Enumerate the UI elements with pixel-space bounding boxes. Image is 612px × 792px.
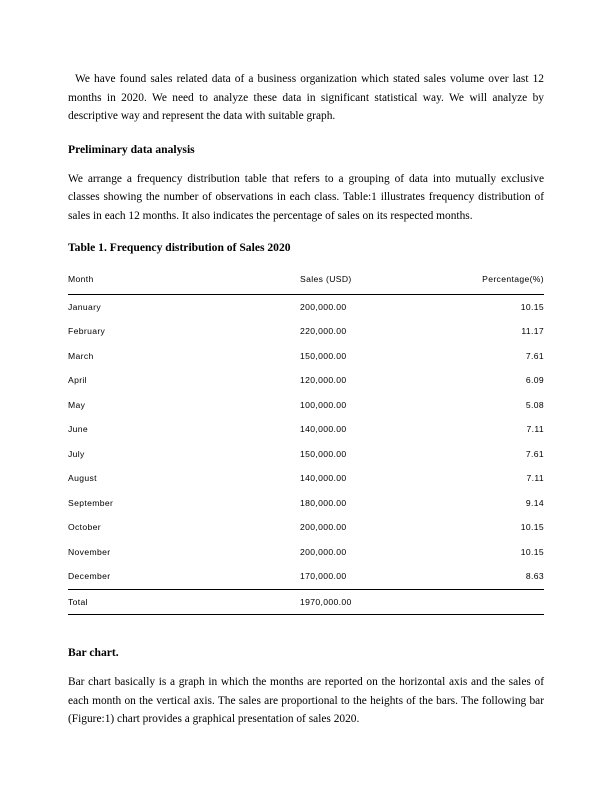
table-total-row: [68, 589, 544, 615]
cell-percentage: 7.61: [525, 448, 544, 459]
table-row: [68, 417, 544, 442]
cell-percentage: 7.11: [526, 424, 544, 435]
bar-chart-heading: Bar chart.: [68, 646, 119, 660]
table-row: [68, 466, 544, 491]
cell-percentage: 10.15: [520, 546, 544, 557]
cell-sales: 100,000.00: [300, 399, 347, 410]
column-header-month: Month: [68, 274, 94, 285]
cell-month: June: [68, 424, 89, 435]
cell-month: February: [68, 326, 106, 337]
preliminary-data-analysis-heading: Preliminary data analysis: [68, 142, 195, 156]
cell-total-label: Total: [68, 589, 300, 615]
table-header: [68, 267, 544, 295]
cell-sales: 220,000.00: [300, 326, 347, 337]
cell-month: October: [68, 522, 102, 533]
cell-percentage: 6.09: [525, 375, 544, 386]
cell-sales: 150,000.00: [300, 350, 347, 361]
spacer: [68, 126, 544, 142]
bar-chart-paragraph: Bar chart basically is a graph in which the months are reported on the horizontal axis and the sales of each month on the vertical axis. The sales are proportional to the heights of the bars. The following bar (Figure:1) chart provides a graphical presentation of sales 2020.: [68, 676, 544, 726]
table-caption: Table 1. Frequency distribution of Sales 2020: [68, 240, 291, 254]
cell-month: January: [68, 294, 300, 319]
column-header-percentage: Percentage(%): [482, 274, 544, 285]
cell-sales: 170,000.00: [300, 571, 347, 582]
table-row: [68, 515, 544, 540]
cell-percentage: 5.08: [525, 399, 544, 410]
spacer: [68, 226, 544, 240]
cell-percentage: 7.61: [525, 350, 544, 361]
cell-total-sales: 1970,000.00: [300, 589, 450, 615]
table-header-row: [68, 267, 544, 295]
cell-month: December: [68, 571, 111, 582]
cell-month: August: [68, 473, 97, 484]
table-row: [68, 393, 544, 418]
spacer: [68, 615, 544, 645]
cell-month: July: [68, 448, 85, 459]
frequency-distribution-table-wrapper: [68, 267, 544, 616]
cell-sales: 140,000.00: [300, 424, 347, 435]
cell-month: March: [68, 350, 94, 361]
cell-percentage: 8.63: [525, 571, 544, 582]
cell-sales: 180,000.00: [300, 497, 347, 508]
cell-sales: 150,000.00: [300, 448, 347, 459]
cell-sales: 200,000.00: [300, 294, 450, 319]
cell-month: November: [68, 546, 111, 557]
cell-percentage: 10.15: [450, 294, 544, 319]
spacer: [68, 661, 544, 673]
cell-sales: 140,000.00: [300, 473, 347, 484]
cell-sales: 200,000.00: [300, 546, 347, 557]
cell-month: May: [68, 399, 86, 410]
cell-sales: 200,000.00: [300, 522, 347, 533]
cell-percentage: 11.17: [521, 326, 544, 337]
frequency-distribution-table: [68, 267, 544, 616]
table-row: [68, 442, 544, 467]
spacer: [68, 256, 544, 267]
cell-month: April: [68, 375, 87, 386]
table-row: [68, 344, 544, 369]
intro-paragraph: We have found sales related data of a business organization which stated sales volume over last 12 months in 2020. We need to analyze these data in significant statistical way. We will analyze by descriptive way and represent the data with suitable graph.: [68, 73, 544, 123]
table-body: [68, 294, 544, 615]
cell-sales: 120,000.00: [300, 375, 347, 386]
page-content: [68, 70, 544, 729]
cell-percentage: 7.11: [526, 473, 544, 484]
column-header-sales: Sales (USD): [300, 274, 352, 285]
table-row: [68, 540, 544, 565]
cell-percentage: 10.15: [520, 522, 544, 533]
table-row: [68, 294, 544, 319]
cell-percentage: 9.14: [525, 497, 544, 508]
table-row: [68, 368, 544, 393]
cell-month: September: [68, 497, 114, 508]
table-row: [68, 564, 544, 589]
table-row: [68, 319, 544, 344]
spacer: [68, 158, 544, 170]
cell-total-percentage: [450, 589, 544, 615]
preliminary-data-analysis-paragraph: We arrange a frequency distribution table that refers to a grouping of data into mutually exclusive classes showing the number of observations in each class. Table:1 illustrates frequency distribution of sales in each 12 months. It also indicates the percentage of sales on its respected months.: [68, 172, 544, 222]
table-row: [68, 491, 544, 516]
